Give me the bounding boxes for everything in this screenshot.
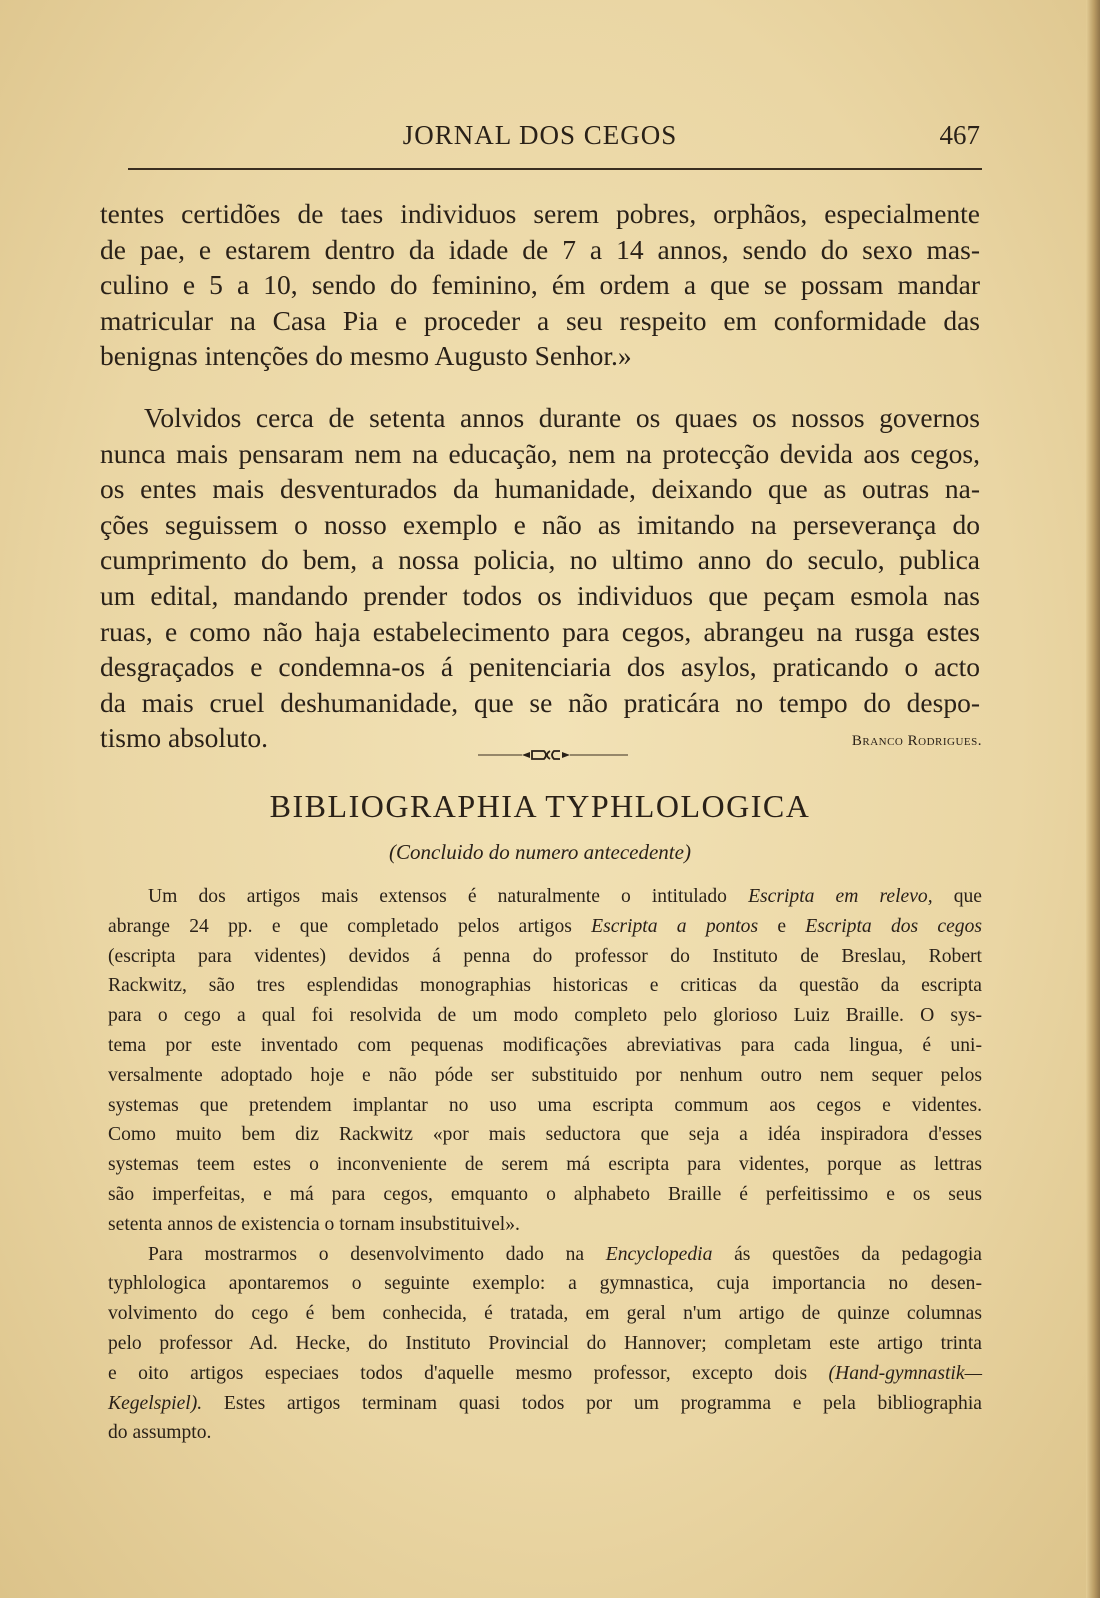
header-rule [128, 168, 982, 170]
text-line: culino e 5 a 10, sendo do feminino, ém ordem a que se possam mandar [100, 269, 980, 301]
text-line: typhlologica apontaremos o seguinte exemplo: a gymnastica, cuja importancia no desen- [108, 1273, 982, 1295]
text-line: Kegelspiel). Estes artigos terminam quasi todos por um programma e pela bibliographia [108, 1392, 982, 1414]
paragraph-continuation [100, 196, 980, 374]
text-line: tema por este inventado com pequenas modificações abreviativas para cada lingua, é uni- [108, 1034, 982, 1056]
text-line: tentes certidões de taes individuos serem pobres, orphãos, especialmente [100, 198, 980, 229]
text-line: e oito artigos especiaes todos d'aquelle mesmo professor, excepto dois (Hand-gymnastik— [108, 1362, 982, 1384]
paragraph-volvidos [100, 400, 980, 756]
text-line: setenta annos de existencia o tornam insubstituivel». [108, 1213, 520, 1235]
text-line: da mais cruel deshumanidade, que se não praticára no tempo do despo- [100, 686, 980, 718]
section-title: BIBLIOGRAPHIA TYPHLOLOGICA [269, 788, 811, 824]
text-line: Um dos artigos mais extensos é naturalmente o intitulado Escripta em relevo, que [148, 886, 982, 907]
text-line: systemas teem estes o inconveniente de serem má escripta para videntes, porque as lettras [108, 1154, 982, 1176]
ornament-divider [478, 748, 628, 762]
text-line: Rackwitz, são tres esplendidas monographias historicas e criticas da questão da escripta [108, 975, 982, 997]
text-line: Volvidos cerca de setenta annos durante os quaes os nossos governos [144, 402, 980, 433]
text-line: pelo professor Ad. Hecke, do Instituto Provincial do Hannover; completam este artigo trinta [108, 1332, 982, 1354]
text-line: ruas, e como não haja estabelecimento para cegos, abrangeu na rusga estes [100, 615, 980, 647]
page-header [100, 118, 980, 158]
text-line: benignas intenções do mesmo Augusto Senhor.» [100, 340, 632, 372]
page-number: 467 [939, 120, 980, 150]
running-title: JORNAL DOS CEGOS [402, 120, 678, 150]
text-line: nunca mais pensaram nem na educação, nem na protecção devida aos cegos, [100, 437, 980, 469]
author-signature: Branco Rodrigues. [851, 733, 982, 749]
text-line: Como muito bem diz Rackwitz «por mais seductora que seja a idéa inspiradora d'esses [108, 1124, 982, 1146]
text-line: matricular na Casa Pia e proceder a seu respeito em conformidade das [100, 304, 980, 336]
text-line: ções seguissem o nosso exemplo e não as imitando na perseverança do [100, 508, 980, 540]
text-line: cumprimento do bem, a nossa policia, no ultimo anno do seculo, publica [100, 544, 980, 576]
text-line: versalmente adoptado hoje e não póde ser substituido por nenhum outro nem sequer pelos [108, 1064, 982, 1086]
page-edge [1086, 0, 1100, 1598]
text-line: são imperfeitas, e má para cegos, emquanto o alphabeto Braille é perfeitissimo e os seus [108, 1183, 982, 1205]
text-line: do assumpto. [108, 1422, 212, 1444]
text-line: (escripta para videntes) devidos á penna do professor do Instituto de Breslau, Robert [108, 945, 982, 967]
section-subtitle: (Concluido do numero antecedente) [389, 840, 691, 864]
text-line: Para mostrarmos o desenvolvimento dado na Encyclopedia ás questões da pedagogia [148, 1243, 983, 1265]
text-line: para o cego a qual foi resolvida de um modo completo pelo glorioso Luiz Braille. O sys- [108, 1005, 982, 1027]
text-line: os entes mais desventurados da humanidade, deixando que as outras na- [100, 473, 980, 505]
text-line: volvimento do cego é bem conhecida, é tratada, em geral n'um artigo de quinze columnas [108, 1303, 982, 1325]
bibliography-body [108, 882, 982, 1448]
text-line: de pae, e estarem dentro da idade de 7 a 14 annos, sendo do sexo mas- [100, 233, 980, 265]
text-line: desgraçados e condemna-os á penitenciaria dos asylos, praticando o acto [100, 651, 980, 683]
text-line: systemas que pretendem implantar no uso uma escripta commum aos cegos e videntes. [108, 1094, 982, 1116]
text-line: um edital, mandando prender todos os individuos que peçam esmola nas [100, 579, 980, 611]
text-line: abrange 24 pp. e que completado pelos artigos Escripta a pontos e Escripta dos cegos [108, 915, 983, 937]
text-line: tismo absoluto. [100, 722, 269, 754]
